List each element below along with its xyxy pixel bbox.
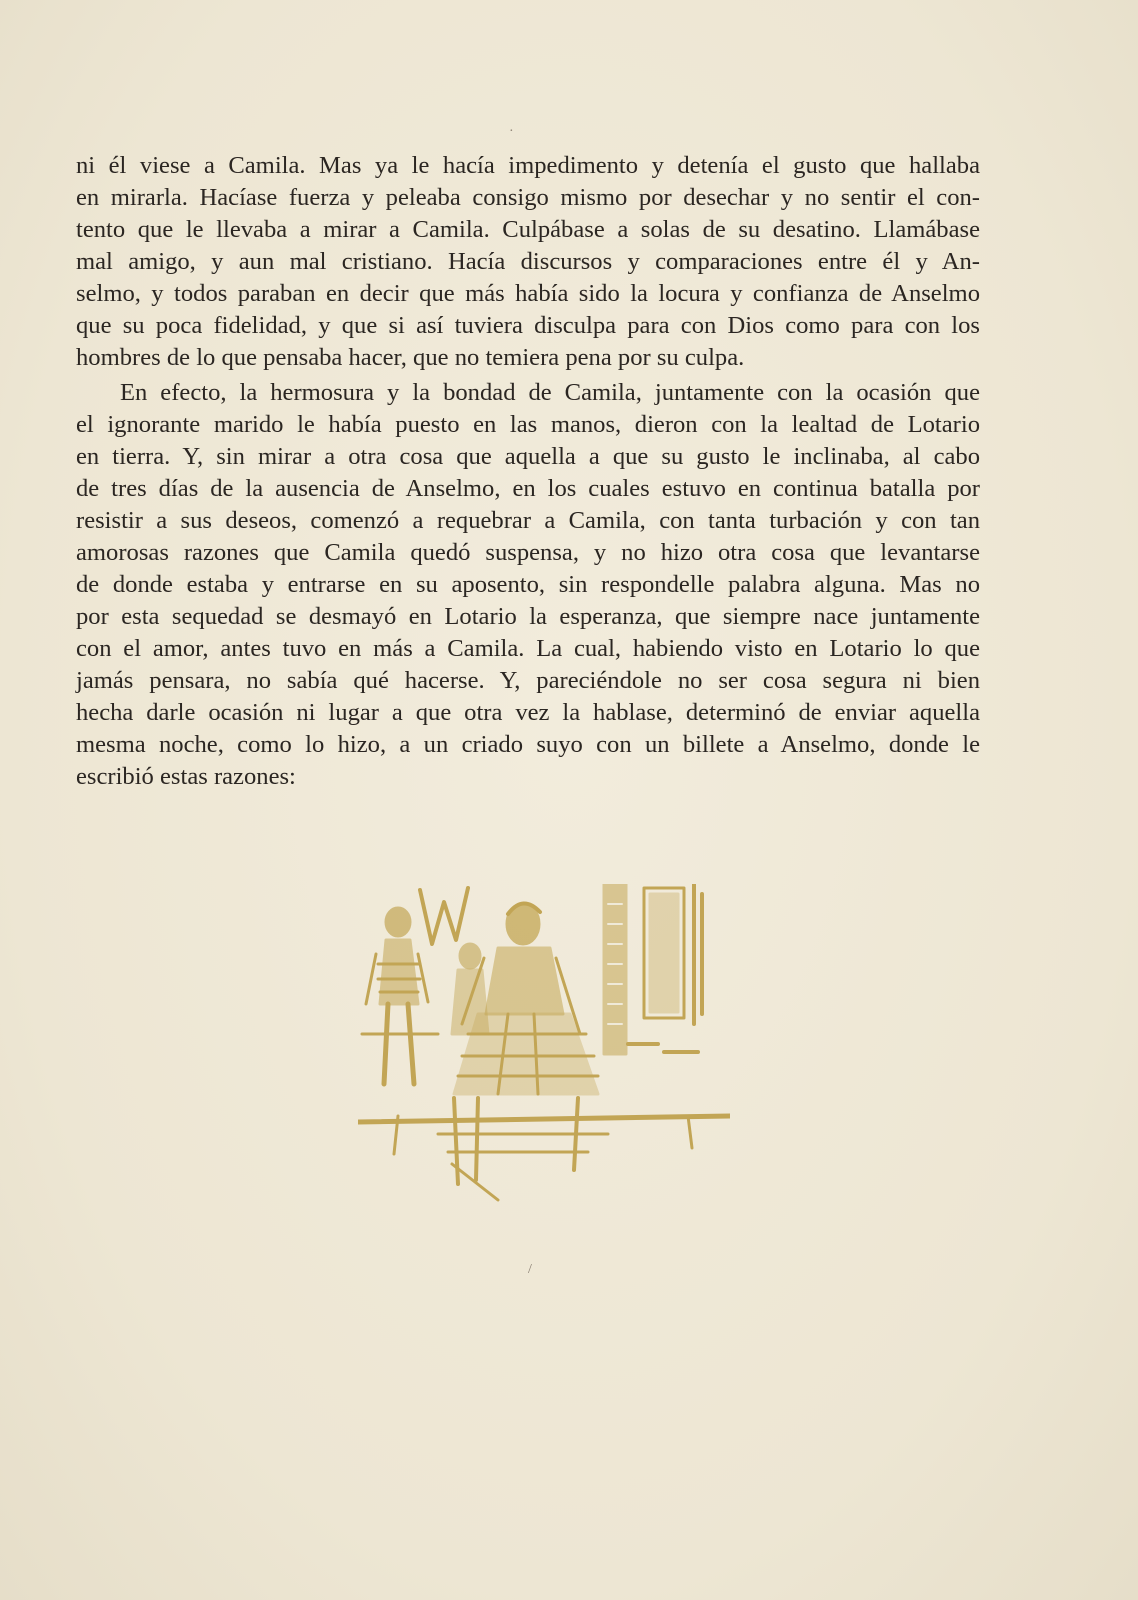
text-line: hecha darle ocasión ni lugar a que otra vez la hablase, determinó de enviar aquella <box>76 699 980 726</box>
text-line: ni él viese a Camila. Mas ya le hacía impedimento y detenía el gusto que hallaba <box>76 152 980 179</box>
body-text <box>76 150 980 793</box>
text-line: hombres de lo que pensaba hacer, que no temiera pena por su culpa. <box>76 344 745 371</box>
gold-woodcut-illustration <box>358 884 730 1202</box>
print-speck: / <box>528 1262 532 1277</box>
text-line: tento que le llevaba a mirar a Camila. Culpábase a solas de su desatino. Llamábase <box>76 216 980 243</box>
text-line: mesma noche, como lo hizo, a un criado suyo con un billete a Anselmo, donde le <box>76 731 980 758</box>
text-line: escribió estas razones: <box>76 763 296 790</box>
text-line: selmo, y todos paraban en decir que más había sido la locura y confianza de Anselmo <box>76 280 980 307</box>
text-line: de donde estaba y entrarse en su aposento, sin respondelle palabra alguna. Mas no <box>76 571 980 598</box>
text-line: en mirarla. Hacíase fuerza y peleaba consigo mismo por desechar y no sentir el con- <box>76 184 980 211</box>
text-line: el ignorante marido le había puesto en las manos, dieron con la lealtad de Lotario <box>76 411 980 438</box>
text-line: resistir a sus deseos, comenzó a requebrar a Camila, con tanta turbación y con tan <box>76 507 980 534</box>
paragraph <box>76 377 980 793</box>
text-line: por esta sequedad se desmayó en Lotario la esperanza, que siempre nace juntamente <box>76 603 980 630</box>
text-line: en tierra. Y, sin mirar a otra cosa que aquella a que su gusto le inclinaba, al cabo <box>76 443 980 470</box>
text-line: mal amigo, y aun mal cristiano. Hacía discursos y comparaciones entre él y An- <box>76 248 980 275</box>
text-line: En efecto, la hermosura y la bondad de Camila, juntamente con la ocasión que <box>120 379 980 406</box>
print-speck: · <box>509 124 514 139</box>
text-line: de tres días de la ausencia de Anselmo, en los cuales estuvo en continua batalla por <box>76 475 980 502</box>
paragraph <box>76 150 980 374</box>
text-line: que su poca fidelidad, y que si así tuviera disculpa para con Dios como para con los <box>76 312 980 339</box>
text-line: amorosas razones que Camila quedó suspensa, y no hizo otra cosa que levantarse <box>76 539 980 566</box>
text-line: con el amor, antes tuvo en más a Camila. La cual, habiendo visto en Lotario lo que <box>76 635 980 662</box>
text-line: jamás pensara, no sabía qué hacerse. Y, pareciéndole no ser cosa segura ni bien <box>76 667 980 694</box>
